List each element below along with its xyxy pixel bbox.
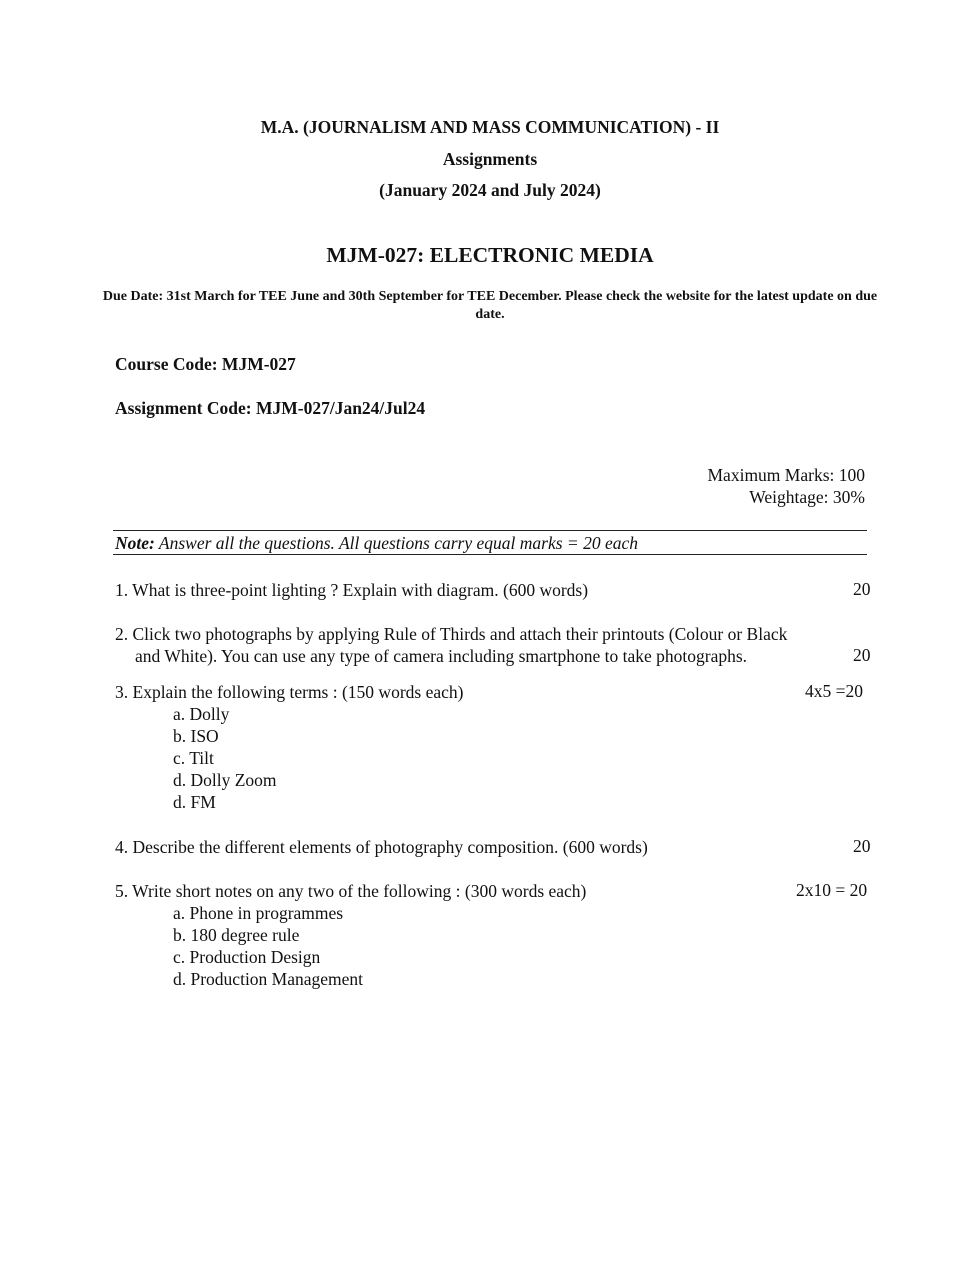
note xyxy=(115,533,638,554)
course-code: Course Code: MJM-027 xyxy=(115,354,296,374)
divider-top xyxy=(113,530,867,531)
question-4-marks: 20 xyxy=(853,836,871,856)
question-4: 4. Describe the different elements of photography composition. (600 words) xyxy=(115,837,648,857)
course-title: MJM-027: ELECTRONIC MEDIA xyxy=(326,243,654,267)
program-title: M.A. (JOURNALISM AND MASS COMMUNICATION) - II xyxy=(260,117,720,137)
note-label: Note: xyxy=(115,533,155,553)
session-heading: (January 2024 and July 2024) xyxy=(379,180,601,200)
question-1-marks: 20 xyxy=(853,579,871,599)
list-item: d. Production Management xyxy=(173,969,364,989)
question-5-marks: 2x10 = 20 xyxy=(796,880,868,900)
question-3-marks: 4x5 =20 xyxy=(805,681,863,701)
divider-bottom xyxy=(113,554,867,555)
list-item: b. ISO xyxy=(173,726,219,746)
question-2-marks: 20 xyxy=(853,645,871,665)
list-item: c. Production Design xyxy=(173,947,321,967)
list-item: c. Tilt xyxy=(173,748,214,768)
assignments-heading: Assignments xyxy=(442,149,538,169)
question-5: 5. Write short notes on any two of the following : (300 words each) xyxy=(115,881,587,901)
note-text: Answer all the questions. All questions carry equal marks = 20 each xyxy=(154,533,638,553)
question-3: 3. Explain the following terms : (150 words each) xyxy=(115,682,464,702)
list-item: a. Phone in programmes xyxy=(173,903,344,923)
question-2: 2. Click two photographs by applying Rule of Thirds and attach their printouts (Colour or Black xyxy=(115,624,788,644)
question-2-continued: and White). You can use any type of camera including smartphone to take photographs. xyxy=(135,646,748,666)
list-item: d. Dolly Zoom xyxy=(173,770,277,790)
list-item: a. Dolly xyxy=(173,704,230,724)
list-item: d. FM xyxy=(173,792,216,812)
list-item: b. 180 degree rule xyxy=(173,925,300,945)
weightage: Weightage: 30% xyxy=(749,487,865,507)
question-1: 1. What is three-point lighting ? Explain with diagram. (600 words) xyxy=(115,580,589,600)
due-date-notice: Due Date: 31st March for TEE June and 30th September for TEE December. Please check the website for the latest update on due date. xyxy=(102,289,878,322)
assignment-code: Assignment Code: MJM-027/Jan24/Jul24 xyxy=(115,398,426,418)
maximum-marks: Maximum Marks: 100 xyxy=(707,465,865,485)
